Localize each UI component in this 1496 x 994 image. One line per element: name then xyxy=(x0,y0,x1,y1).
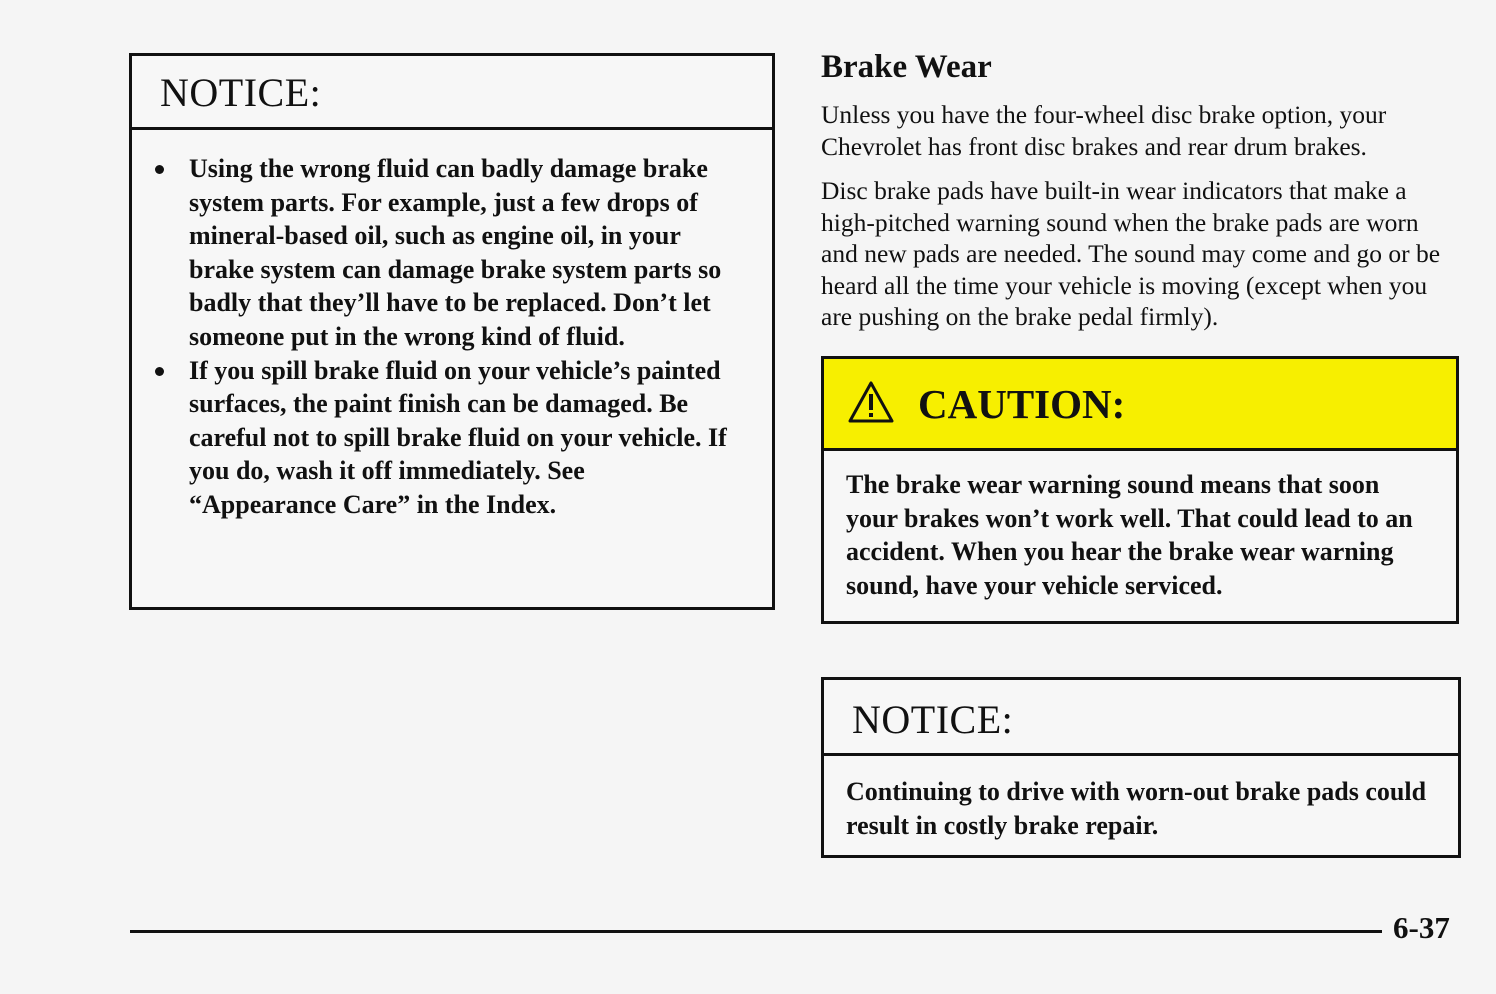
notice-list xyxy=(132,152,772,522)
section-heading-brake-wear: Brake Wear xyxy=(821,49,992,85)
bullet-icon xyxy=(155,367,164,376)
notice-box-fluid xyxy=(129,53,775,610)
bullet-icon xyxy=(155,165,164,174)
notice-text: Continuing to drive with worn-out brake pads could result in costly brake repair. xyxy=(846,777,1427,840)
notice-list-item xyxy=(132,152,772,354)
notice-title: NOTICE: xyxy=(160,70,322,115)
caution-text: The brake wear warning sound means that soon your brakes won’t work well. That could lead to an accident. When you hear the brake wear warning sound, have your vehicle serviced. xyxy=(846,470,1413,600)
notice-title: NOTICE: xyxy=(852,697,1014,742)
warning-triangle-icon xyxy=(848,381,894,423)
notice-box-brake-pads xyxy=(821,677,1461,858)
notice-list-item xyxy=(132,354,772,522)
caution-title: CAUTION: xyxy=(918,381,1126,427)
notice-item-text: If you spill brake fluid on your vehicle’s painted surfaces, the paint finish can be damaged. Be careful not to spill brake fluid on your vehicle. If you do, wash it off immediately. See “Appearance Care” in the Index. xyxy=(189,355,727,519)
notice-item-text: Using the wrong fluid can badly damage brake system parts. For example, just a few drops of mineral-based oil, such as engine oil, in your brake system can damage brake system parts so badly that they’ll have to be replaced. Don’t let someone put in the wrong kind of fluid. xyxy=(189,154,722,351)
footer-rule xyxy=(130,930,1382,933)
notice-header xyxy=(824,680,1458,756)
caution-box xyxy=(821,356,1459,624)
brake-wear-paragraph: Disc brake pads have built-in wear indicators that make a high-pitched warning sound when the brake pads are worn and new pads are needed. The sound may come and go or be heard all the time your vehicle is moving (except when you are pushing on the brake pedal firmly). xyxy=(821,176,1441,331)
page-number: 6-37 xyxy=(1393,910,1450,945)
caution-header xyxy=(824,359,1456,451)
brake-wear-paragraph: Unless you have the four-wheel disc brake option, your Chevrolet has front disc brakes and rear drum brakes. xyxy=(821,100,1387,161)
